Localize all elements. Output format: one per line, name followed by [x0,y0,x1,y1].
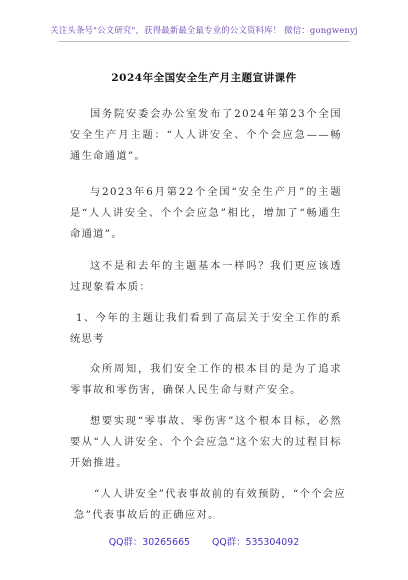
paragraph-comparison: 与2023年6月第22个全国“安全生产月”的主题是“人人讲安全、个个会应急”相比，增加了“畅通生命通道”。 [70,187,342,241]
footer-contact [0,534,408,548]
document-title: 2024年全国安全生产月主题宣讲课件 [111,72,297,84]
paragraph-target: 想要实现“零事故、零伤害”这个根本目标，必然要从“人人讲安全、个个会应急”这个宏大的过程目标开始推进。 [70,416,342,470]
paragraph-point-1: 1、今年的主题让我们看到了高层关于安全工作的系统思考 [70,313,342,346]
footer-qq-group-2: QQ群：535304092 [212,537,300,548]
paragraph-announcement: 国务院安委会办公室发布了2024年第23个全国安全生产月主题：“人人讲安全、个个会应急——畅通生命通道”。 [70,109,342,163]
paragraph-goal: 众所周知，我们安全工作的根本目的是为了追求零事故和零伤害，确保人民生命与财产安全。 [70,364,342,397]
paragraph-prevention: “人人讲安全”代表事故前的有效预防，“个个会应急”代表事故后的正确应对。 [74,489,346,522]
paragraph-question: 这不是和去年的主题基本一样吗？我们更应该透过现象看本质： [70,261,342,294]
header-banner: 关注头条号"公文研究"，获得最新最全最专业的公文资料库！ 微信：gongwenyj [50,25,358,35]
footer-qq-group-1: QQ群：30265665 [108,537,191,548]
header-divider [58,41,350,42]
